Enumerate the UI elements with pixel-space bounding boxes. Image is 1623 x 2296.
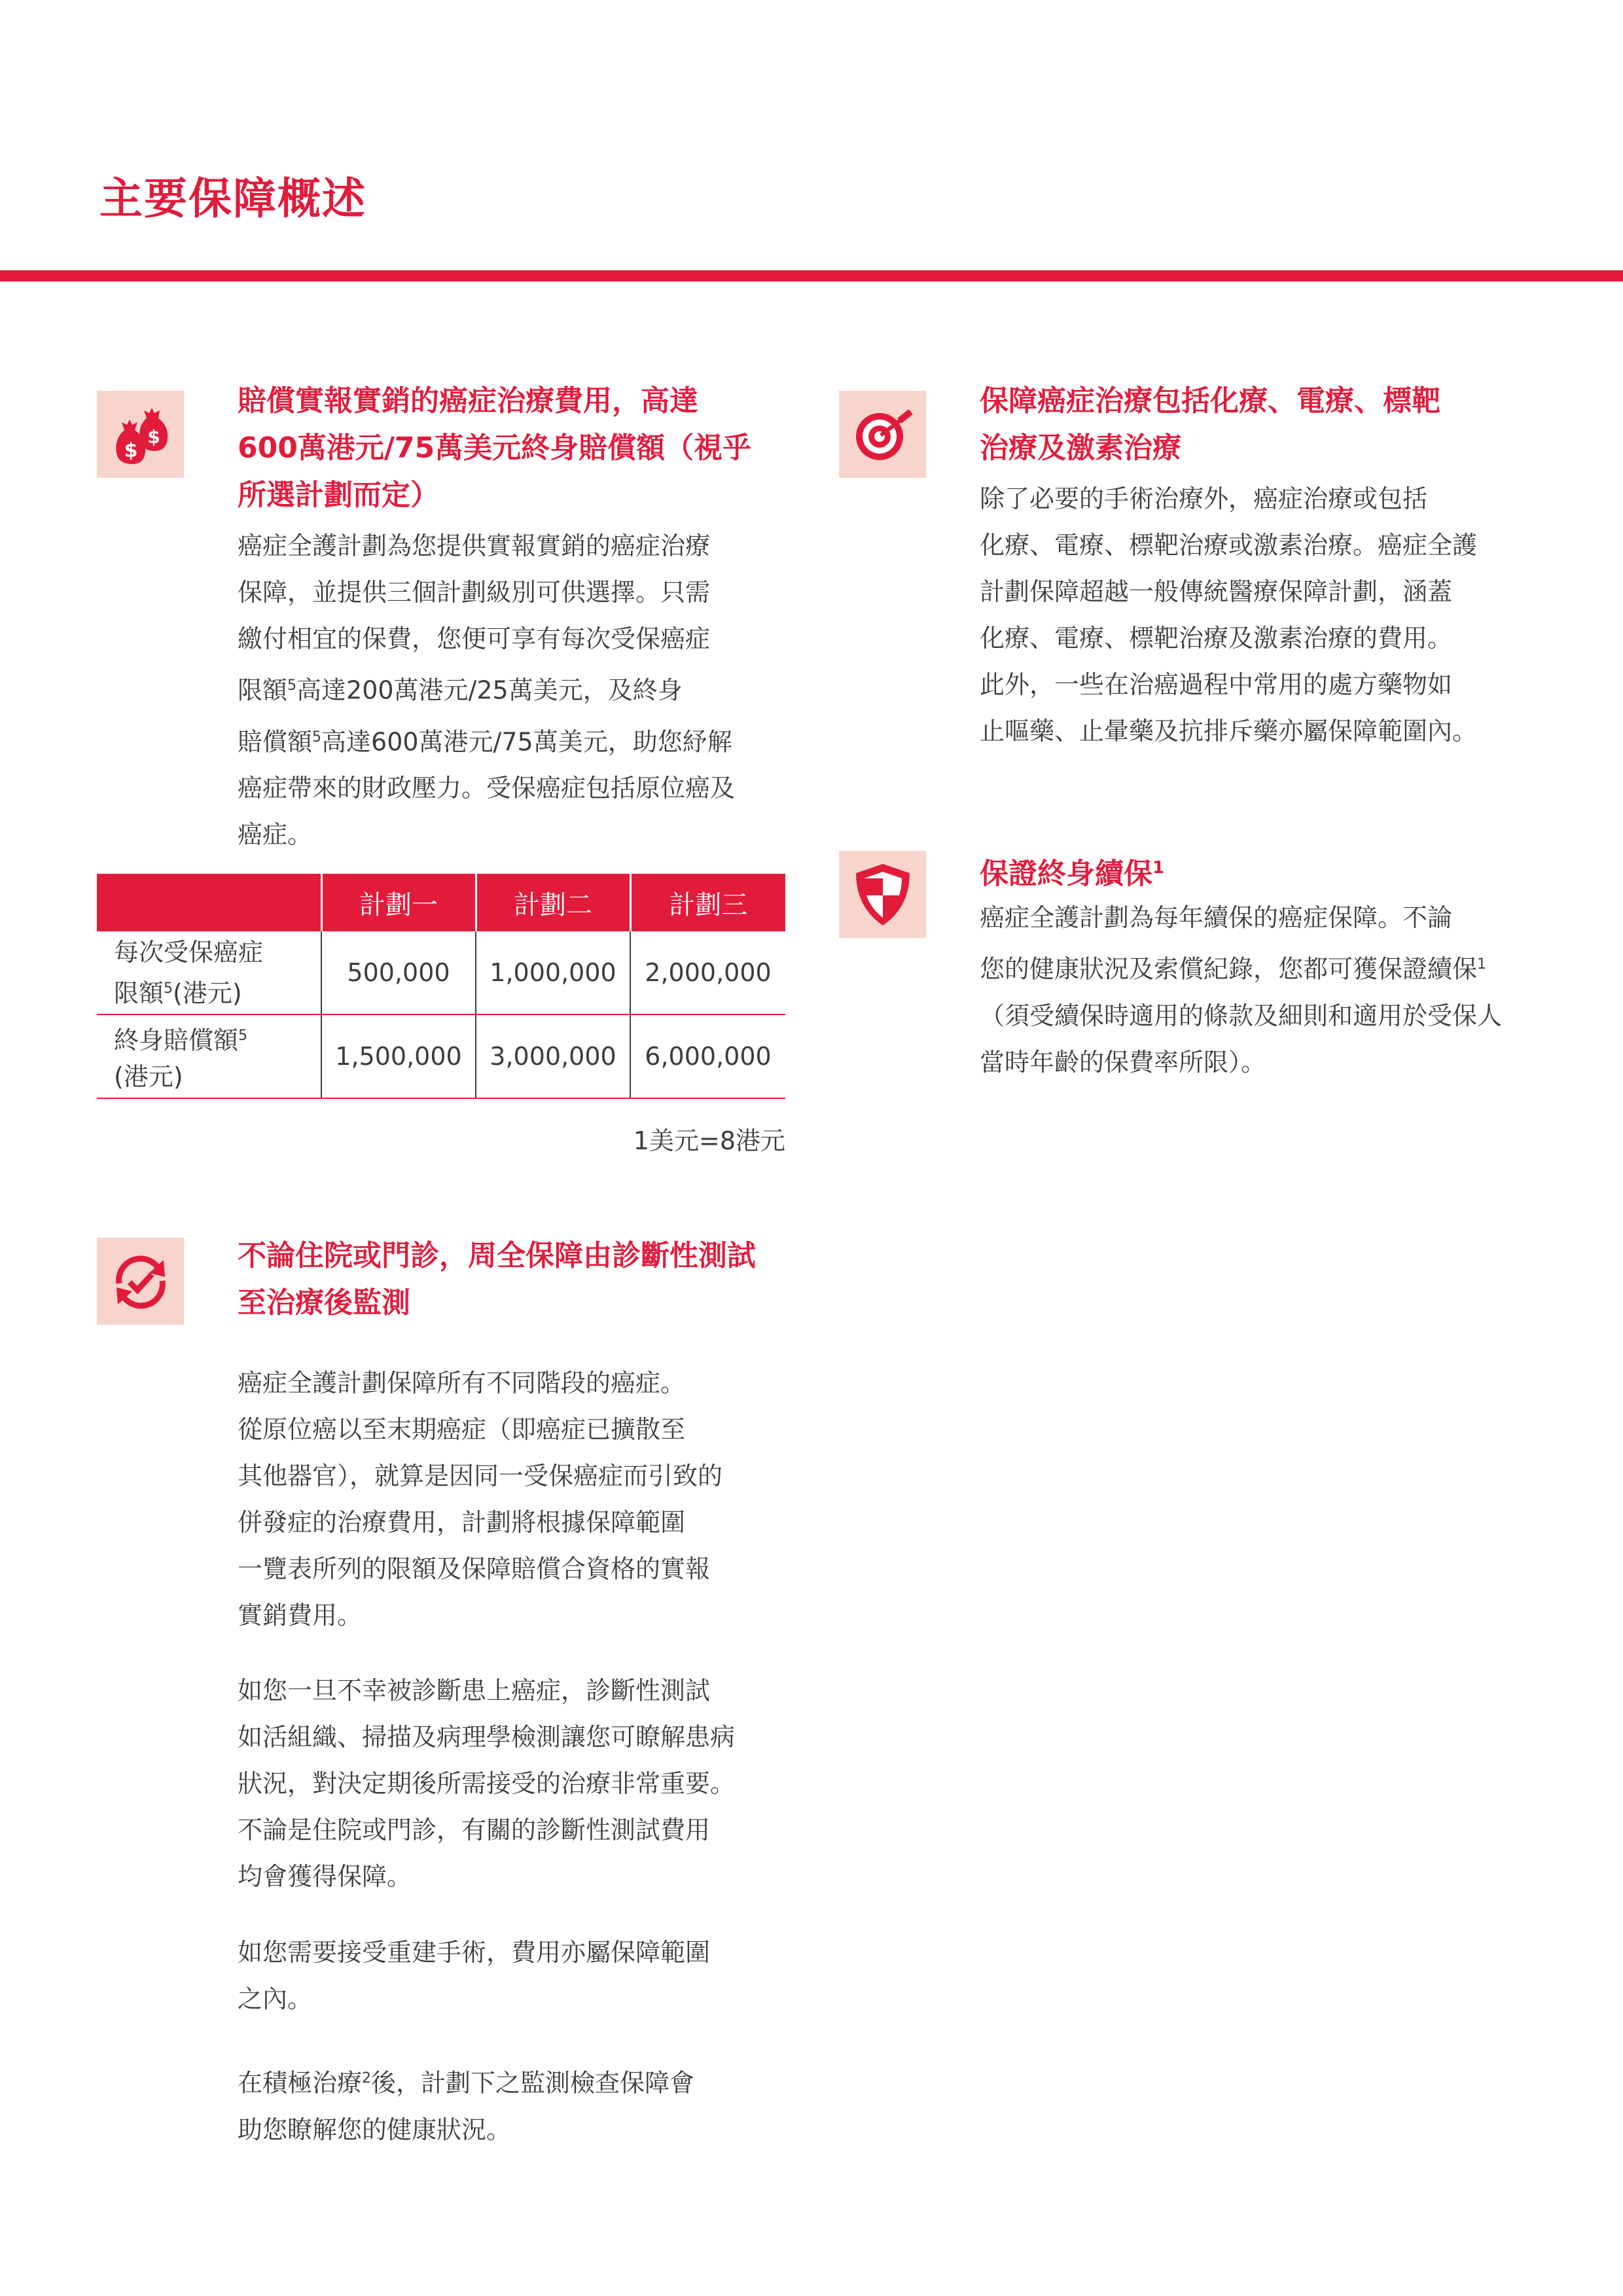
cycle-check-icon: [97, 1238, 184, 1325]
section3-body: 癌症全護計劃為每年續保的癌症保障。不論 您的健康狀況及索償紀錄，您都可獲保證續保$^1$ （須受續保時適用的條款及細則和適用於受保人 當時年齡的保費率所限）。: [980, 903, 1503, 1077]
section1-body: 癌症全護計劃為您提供實報實銷的癌症治療 保障，並提供三個計劃級別可供選擇。只需 繳付相宜的保費，您便可享有每次受保癌症 限額$^5$高達200萬港元/25萬美元，及終身 賠償額$^5$高達600萬港元/75萬美元，助您紓解 癌症帶來的財政壓力。受保癌症包括原位癌及 癌症。: [238, 531, 736, 850]
page-title: 主要保障概述: [99, 173, 366, 224]
section1-heading: 賠償實報實銷的癌症治療費用，高達 600萬港元/75萬美元終身賠償額（視乎 所選計劃而定）: [238, 384, 752, 512]
section4-paragraph-4: 在積極治療$^2$後，計劃下之監測檢查保障會 助您瞭解您的健康狀況。: [238, 2068, 695, 2144]
section3-heading: 保證終身續保$^1$: [980, 857, 1165, 891]
table-header-plan2: 計劃二: [476, 874, 630, 931]
money-bags-icon: [97, 391, 184, 478]
row-label-lifetime-limit: 終身賠償額$^5$ (港元): [97, 1014, 321, 1098]
table-header-empty: [97, 874, 321, 931]
table-row: [97, 1014, 785, 1098]
table-cell: 3,000,000: [476, 1014, 630, 1098]
section4-paragraph-2: 如您一旦不幸被診斷患上癌症，診斷性測試 如活組織、掃描及病理學檢測讓您可瞭解患病 狀況，對決定期後所需接受的治療非常重要。 不論是住院或門診，有關的診斷性測試費用 均會獲得保障。: [238, 1676, 736, 1891]
section4-heading: 不論住院或門診，周全保障由診斷性測試 至治療後監測: [238, 1239, 756, 1319]
table-header-row: [97, 874, 785, 931]
section4-paragraph-1: 癌症全護計劃保障所有不同階段的癌症。 從原位癌以至末期癌症（即癌症已擴散至 其他器官），就算是因同一受保癌症而引致的 併發症的治療費用，計劃將根據保障範圍 一覽表所列的限額及保障賠償合資格的實報 實銷費用。: [238, 1369, 723, 1630]
title-divider: [0, 270, 1623, 281]
table-cell: 1,500,000: [321, 1014, 476, 1098]
target-syringe-icon: [839, 391, 926, 478]
row-label-per-cancer-limit: 每次受保癌症 限額$^5$(港元): [97, 931, 321, 1014]
shield-cross-icon: [839, 851, 926, 938]
plan-limits-table: [97, 874, 785, 1099]
section2-heading: 保障癌症治療包括化療、電療、標靶 治療及激素治療: [980, 384, 1440, 465]
exchange-rate-note: 1美元=8港元: [633, 1126, 785, 1155]
svg-text:$: $: [124, 439, 137, 462]
section4-paragraph-3: 如您需要接受重建手術，費用亦屬保障範圍 之內。: [238, 1938, 711, 2013]
table-header-plan1: 計劃一: [321, 874, 476, 931]
table-cell: 2,000,000: [630, 931, 785, 1014]
table-cell: 6,000,000: [630, 1014, 785, 1098]
table-cell: 500,000: [321, 931, 476, 1014]
svg-text:$: $: [147, 425, 160, 448]
table-row: [97, 931, 785, 1014]
section2-body: 除了必要的手術治療外，癌症治療或包括 化療、電療、標靶治療或激素治療。癌症全護 計劃保障超越一般傳統醫療保障計劃，涵蓋 化療、電療、標靶治療及激素治療的費用。 此外，一些在治癌過程中常用的處方藥物如 止嘔藥、止暈藥及抗排斥藥亦屬保障範圍內。: [980, 484, 1478, 745]
table-cell: 1,000,000: [476, 931, 630, 1014]
table-header-plan3: 計劃三: [630, 874, 785, 931]
